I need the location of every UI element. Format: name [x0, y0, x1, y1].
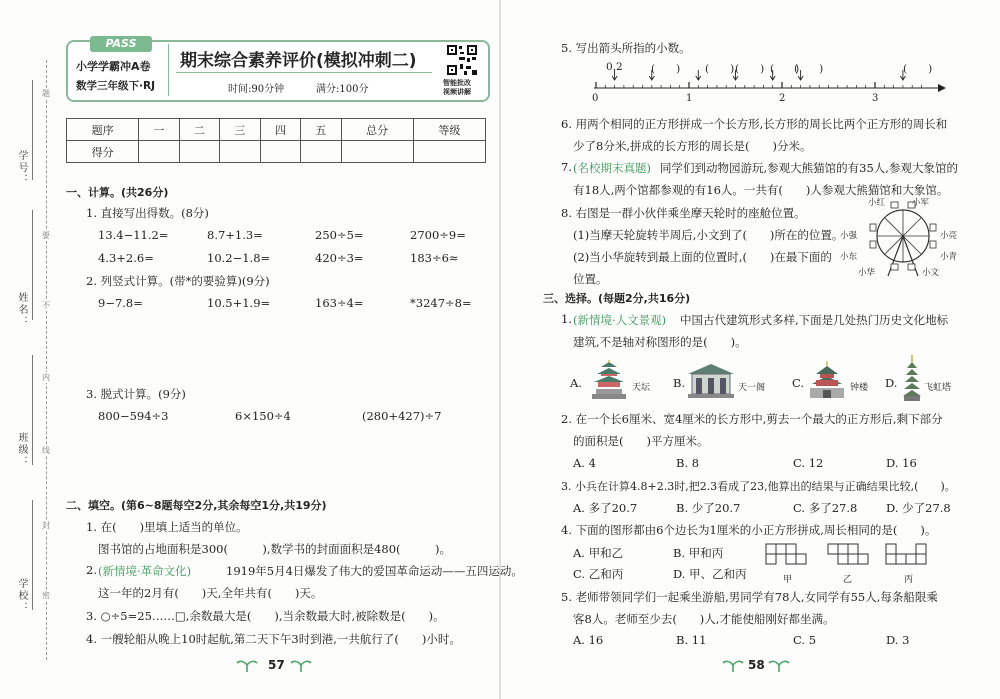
- fill-question-2-blank: 这一年的2月有( )天,全年共有( )天。: [98, 586, 323, 600]
- fill-question-3: 3. ○÷5=25……□,余数最大是( ),当余数最大时,被除数是( )。: [86, 609, 445, 623]
- tick-label: 1: [686, 93, 693, 104]
- option[interactable]: A. 甲和乙: [573, 546, 624, 560]
- score-input-cell[interactable]: [413, 141, 485, 163]
- question-8-part-2b: 位置。: [573, 272, 608, 286]
- brand-logo: PASS: [90, 36, 152, 52]
- question-1-2: 2. 列竖式计算。(带*的要验算)(9分): [86, 274, 270, 288]
- answer-blank[interactable]: ( ): [705, 63, 735, 75]
- section-3-heading: 三、选择。(每题2分,共16分): [543, 292, 691, 305]
- context-tag: (新情境·革命文化): [98, 564, 192, 578]
- qr-note-1: 智能批改: [443, 79, 471, 87]
- seal-char: 不: [42, 301, 50, 310]
- section-1-heading: 一、计算。(共26分): [66, 186, 169, 199]
- sprout-icon: [722, 658, 744, 672]
- table-cell: 等级: [413, 119, 485, 141]
- seat-label: 小亮: [940, 231, 958, 241]
- option-caption: 钟楼: [850, 383, 869, 393]
- number-line: [586, 60, 946, 106]
- fill-question-1-text: 图书馆的占地面积是300( ),数学书的封面面积是480( )。: [98, 542, 451, 556]
- context-tag: (新情境·人文景观): [573, 313, 667, 327]
- shape-label: 丙: [904, 575, 914, 585]
- page-number: 58: [748, 658, 765, 672]
- question-6-line-1: 6. 用两个相同的正方形拼成一个长方形,长方形的周长比两个正方形的周长和: [561, 117, 948, 131]
- tick-label: 3: [872, 93, 879, 104]
- calc-item: 6×150÷4: [235, 409, 291, 423]
- question-8-part-1: (1)当摩天轮旋转半周后,小文到了( )所在的位置。: [573, 228, 844, 242]
- student-number-field[interactable]: [32, 80, 33, 180]
- seat-label: 小青: [940, 252, 958, 262]
- option[interactable]: C. 乙和丙: [573, 567, 624, 581]
- choice-5-line-1: 5. 老师带领同学们一起乘坐游船,男同学有78人,女同学有55人,每条船限乘: [561, 590, 938, 604]
- calc-item: 183÷6≈: [410, 251, 459, 265]
- option-letter[interactable]: A.: [570, 376, 582, 390]
- question-6-line-2: 少了8分米,拼成的长方形的周长是( )分米。: [573, 139, 812, 153]
- calc-item: 2700÷9=: [410, 228, 466, 242]
- option-caption: 飞虹塔: [924, 383, 952, 393]
- binding-margin: [0, 0, 62, 699]
- calc-item: 420÷3=: [315, 251, 364, 265]
- seat-label: 小军: [912, 198, 930, 208]
- answer-blank[interactable]: ( ): [651, 63, 681, 75]
- choice-4: 4. 下面的图形都由6个边长为1厘米的小正方形拼成,周长相同的是( )。: [561, 523, 937, 537]
- question-8-part-2: (2)当小华旋转到最上面的位置时,( )在最下面的: [573, 250, 832, 264]
- question-1-1: 1. 直接写出得数。(8分): [86, 206, 209, 220]
- fill-question-4: 4. 一艘轮船从晚上10时起航,第二天下午3时到港,一共航行了( )小时。: [86, 632, 461, 646]
- sprout-icon: [290, 658, 312, 672]
- calc-item: 8.7+1.3=: [207, 228, 263, 242]
- option-letter[interactable]: C.: [792, 376, 805, 390]
- option-letter[interactable]: B.: [673, 376, 686, 390]
- brand-name: 小学学霸冲A卷: [76, 60, 151, 73]
- answer-blank[interactable]: ( ): [903, 63, 933, 75]
- question-1-3: 3. 脱式计算。(9分): [86, 387, 186, 401]
- choice-2-line-1: 2. 在一个长6厘米、宽4厘米的长方形中,剪去一个最大的正方形后,剩下部分: [561, 412, 943, 426]
- option[interactable]: C. 5: [793, 633, 817, 647]
- fill-question-2-text: 1919年5月4日爆发了伟大的爱国革命运动——五四运动。: [226, 564, 523, 578]
- seal-char: 线: [42, 446, 50, 455]
- seat-label: 小文: [922, 268, 940, 278]
- page-title: 期末综合素养评价(模拟冲刺二): [180, 51, 417, 71]
- seal-line: [46, 60, 47, 660]
- table-cell: 二: [179, 119, 219, 141]
- table-cell: 总分: [341, 119, 413, 141]
- school-field[interactable]: [32, 500, 33, 610]
- student-number-label: 学号：: [16, 150, 27, 186]
- seal-char: 要: [42, 231, 50, 240]
- calc-item: 4.3+2.6=: [98, 251, 154, 265]
- option-caption: 天坛: [632, 383, 651, 393]
- score-input-cell[interactable]: [301, 141, 341, 163]
- option[interactable]: D. 甲、乙和丙: [673, 567, 747, 581]
- calc-item: (280+427)÷7: [362, 409, 442, 423]
- tick-label: 0: [592, 93, 599, 104]
- choice-5-line-2: 客8人。老师至少去( )人,才能使船刚好都坐满。: [573, 612, 835, 626]
- section-2-heading: 二、填空。(第6~8题每空2分,其余每空1分,共19分): [66, 499, 327, 512]
- option[interactable]: B. 8: [676, 456, 700, 470]
- answer-blank[interactable]: ( ): [794, 63, 824, 75]
- option[interactable]: C. 12: [793, 456, 824, 470]
- option-letter[interactable]: D.: [885, 376, 898, 390]
- score-input-cell[interactable]: [139, 141, 179, 163]
- tick-label: 2: [779, 93, 786, 104]
- option[interactable]: B. 少了20.7: [676, 501, 741, 515]
- full-score: 满分:100分: [316, 84, 369, 95]
- seal-char: 密: [42, 591, 50, 600]
- flying-rainbow-pagoda-icon: [900, 354, 924, 402]
- choice-1-line-1: 中国古代建筑形式多样,下面是几处热门历史文化地标: [680, 313, 949, 327]
- score-input-cell[interactable]: [220, 141, 260, 163]
- qr-code-icon[interactable]: [446, 44, 478, 76]
- option[interactable]: D. 3: [886, 633, 910, 647]
- choice-1-number: 1.: [561, 312, 572, 326]
- calc-item: *3247÷8=: [410, 296, 472, 310]
- calc-item: 250÷5=: [315, 228, 364, 242]
- table-cell: 四: [260, 119, 300, 141]
- shape-yi: [826, 542, 886, 570]
- table-cell: 五: [301, 119, 341, 141]
- choice-2-line-2: 的面积是( )平方厘米。: [573, 434, 709, 448]
- qr-note-2: 视频讲解: [443, 88, 471, 96]
- score-input-cell[interactable]: [341, 141, 413, 163]
- calc-item: 800−594÷3: [98, 409, 169, 423]
- seat-label: 小红: [868, 198, 886, 208]
- question-7-number: 7.: [561, 160, 572, 174]
- option[interactable]: A. 4: [573, 456, 596, 470]
- arrow-label: 0.2: [606, 61, 623, 73]
- school-label: 学校：: [16, 578, 27, 614]
- name-field[interactable]: [32, 210, 33, 320]
- seal-char: 题: [42, 89, 50, 98]
- calc-item: 9−7.8=: [98, 296, 143, 310]
- name-label: 姓名：: [16, 292, 27, 328]
- seat-label: 小强: [840, 231, 858, 241]
- calc-item: 10.2−1.8=: [207, 251, 271, 265]
- shape-bing: [884, 542, 944, 570]
- score-table: [66, 118, 486, 163]
- seal-char: 封: [42, 521, 50, 530]
- question-7-line-1: 同学们到动物园游玩,参观大熊猫馆的有35人,参观大象馆的: [660, 161, 958, 175]
- score-table-score-row: [67, 141, 486, 163]
- sprout-icon: [768, 658, 790, 672]
- calc-item: 10.5+1.9=: [207, 296, 271, 310]
- table-cell: 题序: [67, 119, 139, 141]
- choice-3: 3. 小兵在计算4.8+2.3时,把2.3看成了23,他算出的结果与正确结果比较,( )。: [561, 480, 956, 493]
- shape-label: 乙: [843, 575, 853, 585]
- option[interactable]: B. 甲和丙: [673, 546, 724, 560]
- score-input-cell[interactable]: [260, 141, 300, 163]
- fill-question-1: 1. 在( )里填上适当的单位。: [86, 520, 248, 534]
- score-input-cell[interactable]: [179, 141, 219, 163]
- fill-question-2-number: 2.: [86, 563, 97, 577]
- tianyi-pavilion-icon: [686, 362, 736, 400]
- temple-of-heaven-icon: [586, 360, 632, 400]
- subject-grade: 数学三年级下·RJ: [76, 80, 155, 92]
- question-8: 8. 右图是一群小伙伴乘坐摩天轮时的座舱位置。: [561, 206, 806, 220]
- question-7-line-2: 有18人,两个馆都参观的有16人。一共有( )人参观大熊猫馆和大象馆。: [573, 183, 949, 197]
- header-divider: [168, 44, 169, 96]
- sprout-icon: [236, 658, 258, 672]
- table-cell: 一: [139, 119, 179, 141]
- arrow-down-icon: [696, 70, 701, 80]
- option[interactable]: A. 16: [573, 633, 604, 647]
- shape-jia: [764, 542, 834, 570]
- page-number: 57: [268, 658, 285, 672]
- option[interactable]: A. 多了20.7: [573, 501, 638, 515]
- calc-item: 163÷4=: [315, 296, 364, 310]
- class-label: 班级：: [16, 432, 27, 468]
- option[interactable]: C. 多了27.8: [793, 501, 858, 515]
- seat-label: 小东: [840, 252, 858, 262]
- choice-1-line-2: 建筑,不是轴对称图形的是( )。: [573, 335, 747, 349]
- option[interactable]: B. 11: [676, 633, 707, 647]
- seat-label: 小华: [858, 268, 876, 278]
- option-caption: 天一阁: [738, 383, 766, 393]
- page-fold: [499, 0, 501, 699]
- score-table-header-row: [67, 119, 486, 141]
- title-underline: [176, 72, 432, 73]
- table-cell: 三: [220, 119, 260, 141]
- answer-blank[interactable]: ( ): [770, 63, 800, 75]
- option[interactable]: D. 16: [886, 456, 917, 470]
- option[interactable]: D. 少了27.8: [886, 501, 951, 515]
- context-tag: (名校期末真题): [573, 161, 651, 175]
- calc-item: 13.4−11.2=: [98, 228, 169, 242]
- bell-tower-icon: [806, 360, 848, 400]
- answer-blank[interactable]: ( ): [735, 63, 765, 75]
- class-field[interactable]: [32, 355, 33, 465]
- seal-char: 内: [42, 373, 50, 382]
- question-5: 5. 写出箭头所指的小数。: [561, 41, 691, 55]
- exam-time: 时间:90分钟: [228, 84, 285, 95]
- table-cell: 得分: [67, 141, 139, 163]
- shape-label: 甲: [783, 575, 793, 585]
